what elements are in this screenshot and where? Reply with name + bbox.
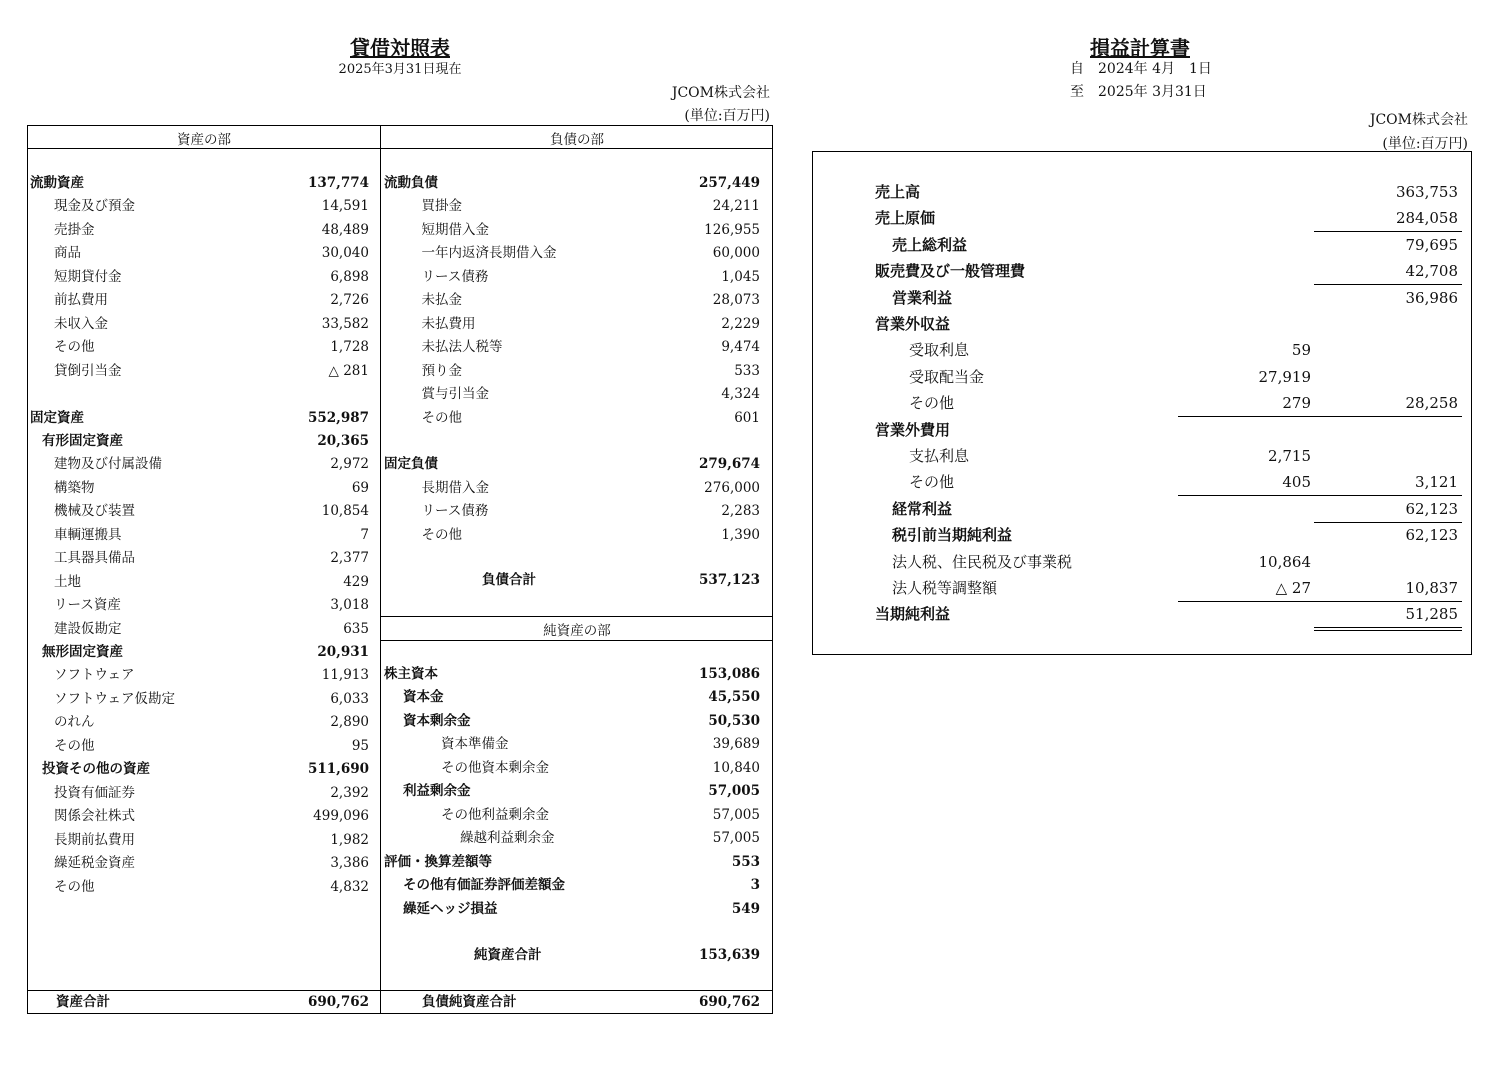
line-item	[384, 361, 760, 381]
pl-line-item	[875, 498, 1460, 520]
line-item-value: 635	[343, 620, 369, 637]
line-item-value: 45,550	[708, 689, 760, 706]
pl-line-item-label: その他	[909, 473, 955, 492]
line-item-value: 1,390	[721, 526, 760, 543]
line-item	[30, 736, 369, 756]
line-item	[384, 734, 760, 754]
net-assets-total-row	[384, 945, 760, 965]
line-item-label: その他	[421, 526, 462, 543]
line-item	[384, 525, 760, 545]
pl-line-item	[875, 181, 1460, 203]
pl-line-item-breakdown: 59	[1291, 341, 1311, 360]
line-item	[384, 314, 760, 334]
line-item-value: 257,449	[698, 175, 760, 191]
pl-line-item	[875, 287, 1460, 309]
pl-line-item	[875, 392, 1460, 414]
line-item-value: 3,018	[330, 597, 369, 614]
line-item	[384, 454, 760, 474]
pl-line-item-label: 法人税等調整額	[892, 579, 998, 597]
line-item-label: その他	[421, 409, 462, 426]
pl-line-item-breakdown: △ 27	[1275, 579, 1311, 597]
line-item-value: 30,040	[321, 245, 369, 262]
line-item-value: 7	[360, 526, 369, 543]
line-item	[384, 852, 760, 872]
line-item-value: 552,987	[307, 409, 369, 426]
line-item	[30, 337, 369, 357]
line-item-value: 429	[343, 573, 369, 590]
line-item-label: その他資本剰余金	[441, 759, 549, 776]
line-item-label: のれん	[54, 714, 95, 731]
line-item	[384, 501, 760, 521]
pl-line-item-label: 営業外費用	[875, 420, 951, 439]
line-item	[30, 361, 369, 381]
line-item-label: 建設仮勘定	[54, 620, 122, 637]
line-item-value: 3	[750, 877, 760, 894]
line-item-value: 10,840	[712, 759, 760, 776]
line-item	[30, 642, 369, 662]
pl-line-item-breakdown: 2,715	[1268, 447, 1311, 465]
liabilities-net-assets-total-label: 負債純資産合計	[422, 994, 517, 1010]
pl-line-item-value: 284,058	[1395, 209, 1458, 228]
line-item-value: 153,086	[698, 666, 760, 682]
line-item-label: 短期借入金	[421, 221, 489, 238]
rule-net-income-1	[1314, 627, 1462, 628]
pl-line-item	[875, 234, 1460, 256]
line-item-label: 短期貸付金	[54, 268, 122, 285]
line-item	[384, 384, 760, 404]
line-item-label: 株主資本	[384, 666, 438, 682]
line-item	[30, 220, 369, 240]
line-item	[384, 758, 760, 778]
pl-line-item-label: 営業外収益	[875, 315, 951, 333]
line-item-value: 126,955	[704, 221, 760, 238]
line-item-value: 50,530	[708, 712, 760, 729]
line-item-label: 評価・換算差額等	[384, 853, 492, 870]
line-item-label: 車輌運搬具	[54, 526, 122, 543]
line-item	[30, 314, 369, 334]
line-item-label: 売掛金	[54, 221, 95, 238]
line-item	[30, 877, 369, 897]
line-item-label: リース債務	[421, 268, 489, 285]
line-item	[384, 828, 760, 848]
line-item-value: 14,591	[321, 198, 369, 215]
pl-line-item	[875, 471, 1460, 493]
line-item	[30, 384, 369, 404]
line-item	[30, 454, 369, 474]
line-item-value: 69	[351, 479, 369, 496]
bs-company-name: JCOM株式会社	[671, 85, 770, 101]
line-item-label: 未払法人税等	[421, 339, 503, 356]
pl-line-item-label: その他	[909, 394, 955, 413]
line-item-label: 資本金	[403, 689, 444, 706]
pl-unit: (単位:百万円)	[1382, 136, 1468, 152]
pl-line-item	[875, 419, 1460, 441]
line-item-value: 6,033	[330, 690, 369, 707]
pl-line-item-value: 79,695	[1405, 235, 1458, 254]
line-item-value: 2,890	[330, 714, 369, 731]
line-item-label: 未払金	[421, 292, 462, 309]
line-item-value: 24,211	[712, 198, 760, 215]
line-item	[30, 783, 369, 803]
liabilities-total-row	[384, 570, 760, 590]
net-assets-header-top-line	[381, 616, 773, 617]
line-item-label: 投資有価証券	[54, 784, 135, 801]
line-item-label: 買掛金	[421, 198, 462, 215]
pl-company-name: JCOM株式会社	[1369, 112, 1468, 128]
balance-sheet-title: 貸借対照表	[350, 36, 450, 60]
net-assets-total-value: 153,639	[698, 947, 760, 963]
line-item-label: 利益剰余金	[403, 783, 471, 800]
line-item	[30, 665, 369, 685]
line-item-value: 60,000	[712, 245, 760, 262]
line-item-label: その他	[54, 737, 95, 754]
line-item-label: 流動負債	[384, 175, 438, 191]
rule-sga	[1314, 284, 1462, 285]
line-item	[30, 806, 369, 826]
period-from: 自 2024年 4月 1日	[1070, 61, 1212, 77]
pl-line-item-label: 当期純利益	[875, 605, 951, 624]
line-item-value: 95	[351, 737, 369, 754]
line-item-value: 2,229	[721, 315, 760, 332]
pl-line-item-breakdown: 10,864	[1258, 552, 1311, 571]
line-item-label: 機械及び装置	[54, 503, 135, 520]
line-item-label: 商品	[54, 245, 81, 262]
line-item	[30, 478, 369, 498]
pl-line-item	[875, 524, 1460, 546]
line-item	[30, 267, 369, 287]
line-item-value: 39,689	[712, 736, 760, 753]
pl-line-item	[875, 313, 1460, 335]
line-item-value: 9,474	[721, 339, 760, 356]
net-assets-section-header: 純資産の部	[543, 623, 611, 639]
line-item-label: 資本剰余金	[403, 712, 471, 729]
line-item-label: 工具器具備品	[54, 550, 135, 567]
line-item-label: リース資産	[54, 597, 121, 614]
pl-line-item	[875, 207, 1460, 229]
line-item-value: 1,728	[330, 339, 369, 356]
line-item-value: 4,832	[330, 878, 369, 895]
line-item-label: 預り金	[421, 362, 462, 379]
line-item-value: 553	[731, 853, 760, 870]
line-item	[30, 548, 369, 568]
pl-line-item-value: 3,121	[1415, 473, 1458, 492]
line-item-label: 流動資産	[30, 175, 84, 191]
line-item	[384, 781, 760, 801]
assets-total-label: 資産合計	[56, 994, 110, 1010]
pl-line-item-value: 10,837	[1405, 579, 1458, 597]
line-item-value: 3,386	[330, 855, 369, 872]
line-item-label: 固定資産	[30, 409, 84, 426]
line-item-label: 未収入金	[54, 315, 108, 332]
pl-line-item-breakdown: 279	[1282, 394, 1311, 413]
line-item	[30, 243, 369, 263]
pl-line-item	[875, 551, 1460, 573]
line-item-value: △ 281	[328, 362, 369, 379]
line-item-label: ソフトウェア仮勘定	[54, 690, 175, 707]
rule-non-op-expense	[1178, 495, 1462, 496]
line-item	[384, 220, 760, 240]
line-item-label: 長期借入金	[421, 479, 489, 496]
line-item-value: 2,392	[330, 784, 369, 801]
line-item-label: 前払費用	[54, 292, 108, 309]
line-item	[384, 290, 760, 310]
line-item-value: 137,774	[307, 175, 369, 191]
line-item	[384, 196, 760, 216]
balance-sheet-date: 2025年3月31日現在	[338, 62, 462, 77]
line-item	[384, 243, 760, 263]
line-item-value: 6,898	[330, 268, 369, 285]
line-item-value: 57,005	[708, 783, 760, 800]
pl-line-item-label: 受取配当金	[909, 367, 985, 386]
pl-line-item	[875, 366, 1460, 388]
line-item-value: 499,096	[313, 808, 369, 825]
line-item-label: 関係会社株式	[54, 808, 135, 825]
pl-line-item-label: 受取利息	[909, 341, 970, 360]
line-item-label: 未払費用	[421, 315, 476, 332]
line-item-value: 2,283	[721, 503, 760, 520]
assets-total-value: 690,762	[307, 994, 369, 1010]
line-item	[30, 572, 369, 592]
line-item	[384, 337, 760, 357]
line-item	[30, 501, 369, 521]
line-item	[384, 805, 760, 825]
line-item-value: 10,854	[321, 503, 369, 520]
line-item	[384, 687, 760, 707]
pl-line-item-value: 62,123	[1405, 526, 1458, 545]
line-item	[384, 711, 760, 731]
line-item	[384, 478, 760, 498]
line-item-value: 28,073	[712, 292, 760, 309]
balance-sheet-header-line	[27, 148, 773, 149]
liabilities-total-label: 負債合計	[482, 572, 536, 588]
line-item-label: その他	[54, 339, 95, 356]
line-item-value: 276,000	[704, 479, 760, 496]
pl-line-item-label: 税引前当期純利益	[892, 526, 1013, 545]
line-item-label: 土地	[54, 573, 81, 590]
line-item-label: その他利益剰余金	[441, 806, 549, 823]
line-item-value: 11,913	[321, 667, 369, 684]
line-item-value: 1,982	[330, 831, 369, 848]
assets-section-header: 資産の部	[177, 132, 231, 148]
line-item-value: 2,726	[330, 292, 369, 309]
line-item	[30, 173, 369, 193]
line-item	[30, 196, 369, 216]
line-item-label: その他有価証券評価差額金	[403, 877, 565, 894]
line-item	[30, 431, 369, 451]
line-item	[384, 899, 760, 919]
income-statement-title: 損益計算書	[1090, 36, 1190, 60]
line-item-value: 57,005	[712, 830, 760, 847]
line-item-label: リース債務	[421, 503, 489, 520]
line-item-value: 33,582	[321, 315, 369, 332]
line-item	[384, 267, 760, 287]
line-item-value: 48,489	[321, 221, 369, 238]
line-item-label: 繰延税金資産	[54, 855, 135, 872]
line-item-label: 長期前払費用	[54, 831, 135, 848]
line-item	[30, 595, 369, 615]
liabilities-net-assets-total-row	[384, 992, 760, 1012]
line-item-label: 無形固定資産	[42, 644, 123, 660]
line-item	[30, 408, 369, 428]
line-item-label: 建物及び付属設備	[54, 456, 162, 473]
line-item-value: 2,377	[330, 550, 369, 567]
pl-line-item-breakdown: 27,919	[1258, 367, 1311, 386]
net-assets-header-bottom-line	[381, 640, 773, 641]
period-to: 至 2025年 3月31日	[1070, 84, 1207, 100]
line-item	[30, 830, 369, 850]
line-item-label: 繰延ヘッジ損益	[403, 900, 498, 917]
rule-cost-of-sales	[1314, 231, 1462, 232]
pl-line-item-label: 支払利息	[909, 447, 970, 465]
liabilities-total-value: 537,123	[698, 572, 760, 588]
line-item-label: 構築物	[54, 479, 95, 496]
line-item-value: 20,365	[317, 432, 369, 449]
assets-total-row	[30, 992, 369, 1012]
pl-line-item	[875, 339, 1460, 361]
balance-sheet-divider	[380, 125, 381, 1014]
line-item	[384, 408, 760, 428]
pl-line-item	[875, 577, 1460, 599]
line-item-value: 57,005	[712, 806, 760, 823]
line-item	[384, 431, 760, 451]
line-item	[30, 712, 369, 732]
line-item	[30, 759, 369, 779]
pl-line-item-label: 売上総利益	[892, 235, 968, 254]
liabilities-net-assets-total-value: 690,762	[698, 994, 760, 1010]
line-item-label: 現金及び預金	[54, 198, 135, 215]
pl-line-item	[875, 445, 1460, 467]
line-item-label: 一年内返済長期借入金	[421, 245, 557, 262]
pl-line-item-label: 売上高	[875, 183, 921, 201]
line-item	[30, 689, 369, 709]
pl-line-item-value: 42,708	[1405, 262, 1458, 281]
line-item-value: 533	[734, 362, 760, 379]
pl-line-item-value: 51,285	[1405, 605, 1458, 624]
line-item-label: 有形固定資産	[42, 432, 123, 449]
line-item-label: その他	[54, 878, 95, 895]
line-item-value: 601	[734, 409, 760, 426]
pl-line-item-label: 法人税、住民税及び事業税	[892, 552, 1073, 571]
pl-line-item-label: 営業利益	[892, 288, 953, 307]
line-item-value: 549	[731, 900, 760, 917]
line-item	[30, 290, 369, 310]
line-item-value: 1,045	[721, 268, 760, 285]
net-assets-total-label: 純資産合計	[474, 947, 542, 963]
pl-line-item-label: 売上原価	[875, 209, 936, 228]
line-item-label: 繰越利益剰余金	[460, 830, 555, 847]
rule-net-income-2	[1314, 630, 1462, 631]
line-item-label: 固定負債	[384, 456, 438, 473]
line-item	[30, 619, 369, 639]
line-item-label: ソフトウェア	[54, 667, 135, 684]
line-item-value: 2,972	[330, 456, 369, 473]
totals-line	[27, 990, 773, 991]
pl-line-item-value: 62,123	[1405, 499, 1458, 518]
line-item	[384, 173, 760, 193]
line-item-label: 資本準備金	[441, 736, 509, 753]
pl-line-item-value: 36,986	[1405, 288, 1458, 307]
line-item-value: 20,931	[317, 644, 369, 660]
line-item-value: 4,324	[721, 386, 760, 403]
line-item-label: 賞与引当金	[421, 386, 489, 403]
line-item	[384, 664, 760, 684]
line-item-value: 279,674	[698, 456, 760, 473]
pl-line-item-value: 363,753	[1395, 183, 1458, 201]
rule-taxes	[1178, 601, 1462, 602]
line-item-value: 511,690	[307, 761, 369, 778]
pl-line-item-breakdown: 405	[1282, 473, 1311, 492]
bs-unit: (単位:百万円)	[684, 108, 770, 124]
liabilities-section-header: 負債の部	[550, 132, 604, 148]
pl-line-item	[875, 603, 1460, 625]
pl-line-item-label: 経常利益	[892, 499, 953, 518]
pl-line-item-label: 販売費及び一般管理費	[875, 262, 1026, 281]
line-item-label: 投資その他の資産	[42, 761, 150, 778]
pl-line-item-value: 28,258	[1405, 394, 1458, 413]
rule-ordinary-profit	[1314, 522, 1462, 523]
rule-non-op-income	[1178, 416, 1462, 417]
line-item-label: 貸倒引当金	[54, 362, 122, 379]
line-item	[30, 853, 369, 873]
line-item	[30, 525, 369, 545]
pl-line-item	[875, 260, 1460, 282]
line-item	[384, 875, 760, 895]
